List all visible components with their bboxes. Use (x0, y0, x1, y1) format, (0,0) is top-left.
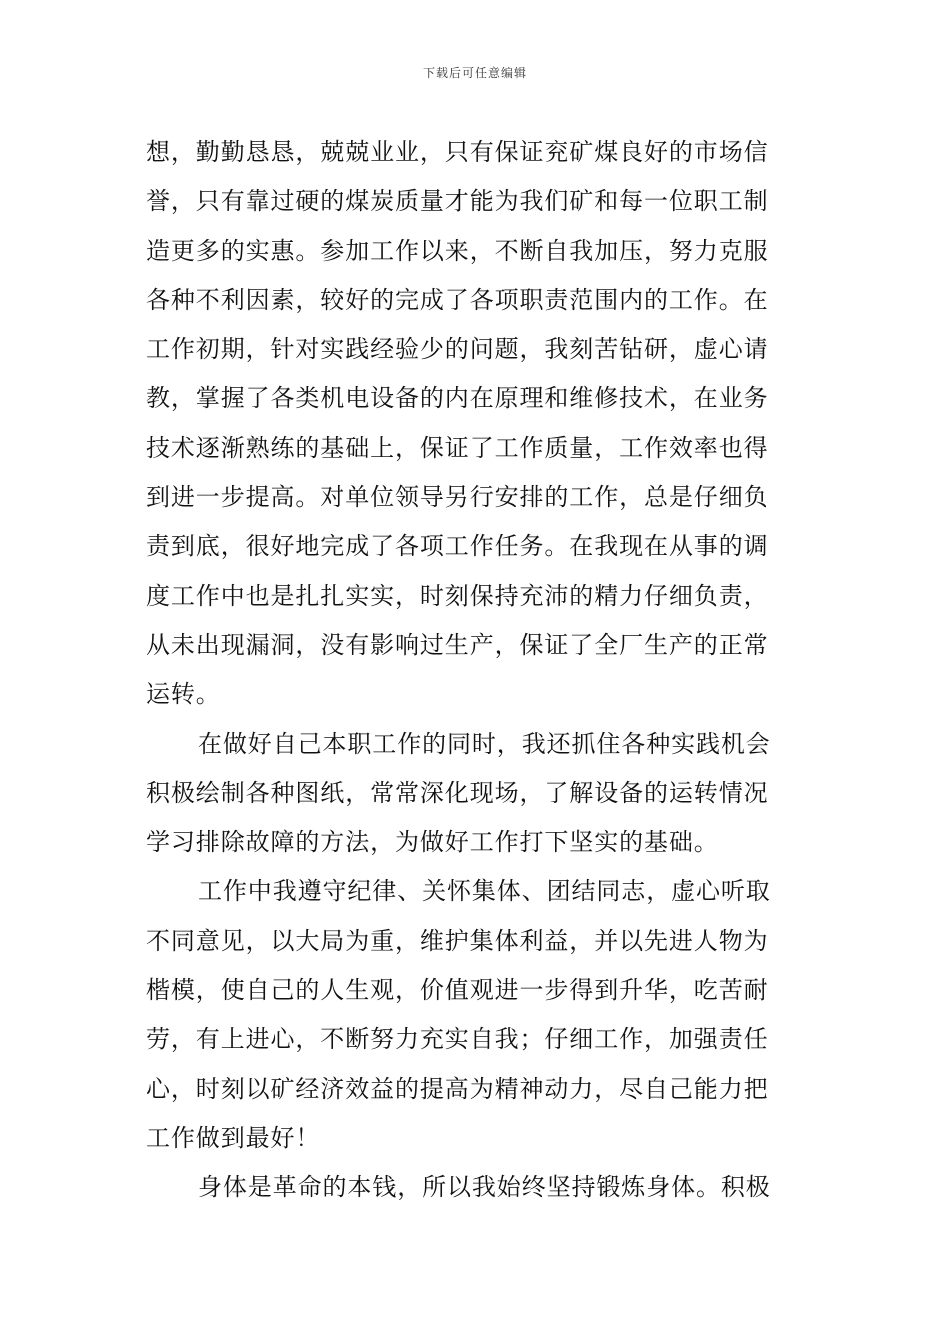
text-line: 从未出现漏洞，没有影响过生产，保证了全厂生产的正常 (146, 630, 769, 659)
text-line: 运转。 (146, 680, 221, 709)
document-body (146, 128, 808, 1213)
text-line: 劳，有上进心，不断努力充实自我；仔细工作，加强责任 (146, 1025, 769, 1054)
text-line: 到进一步提高。对单位领导另行安排的工作，总是仔细负 (146, 483, 769, 512)
text-line: 各种不利因素，较好的完成了各项职责范围内的工作。在 (146, 285, 769, 314)
text-line: 楷模，使自己的人生观，价值观进一步得到升华，吃苦耐 (146, 976, 769, 1005)
text-line: 身体是革命的本钱，所以我始终坚持锻炼身体。积极 (198, 1173, 771, 1202)
text-line: 造更多的实惠。参加工作以来，不断自我加压，努力克服 (146, 236, 769, 265)
text-line: 心，时刻以矿经济效益的提高为精神动力，尽自己能力把 (146, 1074, 769, 1103)
text-line: 责到底，很好地完成了各项工作任务。在我现在从事的调 (146, 532, 769, 561)
text-line: 不同意见，以大局为重，维护集体利益，并以先进人物为 (146, 926, 769, 955)
paragraph-2 (146, 720, 808, 868)
text-line: 工作做到最好！ (146, 1123, 321, 1152)
text-line: 积极绘制各种图纸，常常深化现场，了解设备的运转情况 (146, 778, 769, 807)
text-line: 誉，只有靠过硬的煤炭质量才能为我们矿和每一位职工制 (146, 187, 769, 216)
text-line: 教，掌握了各类机电设备的内在原理和维修技术，在业务 (146, 384, 769, 413)
text-line: 学习排除故障的方法，为做好工作打下坚实的基础。 (146, 828, 719, 857)
paragraph-3 (146, 867, 808, 1163)
text-line: 工作中我遵守纪律、关怀集体、团结同志，虚心听取 (198, 877, 771, 906)
text-line: 度工作中也是扎扎实实，时刻保持充沛的精力仔细负责， (146, 581, 769, 610)
paragraph-4 (146, 1163, 808, 1212)
paragraph-1 (146, 128, 808, 720)
page-header: 下载后可任意编辑 (422, 66, 527, 80)
text-line: 工作初期，针对实践经验少的问题，我刻苦钻研，虚心请 (146, 335, 769, 364)
text-line: 在做好自己本职工作的同时，我还抓住各种实践机会 (198, 729, 771, 758)
text-line: 想，勤勤恳恳，兢兢业业，只有保证兖矿煤良好的市场信 (146, 138, 769, 166)
text-line: 技术逐渐熟练的基础上，保证了工作质量，工作效率也得 (146, 433, 769, 462)
